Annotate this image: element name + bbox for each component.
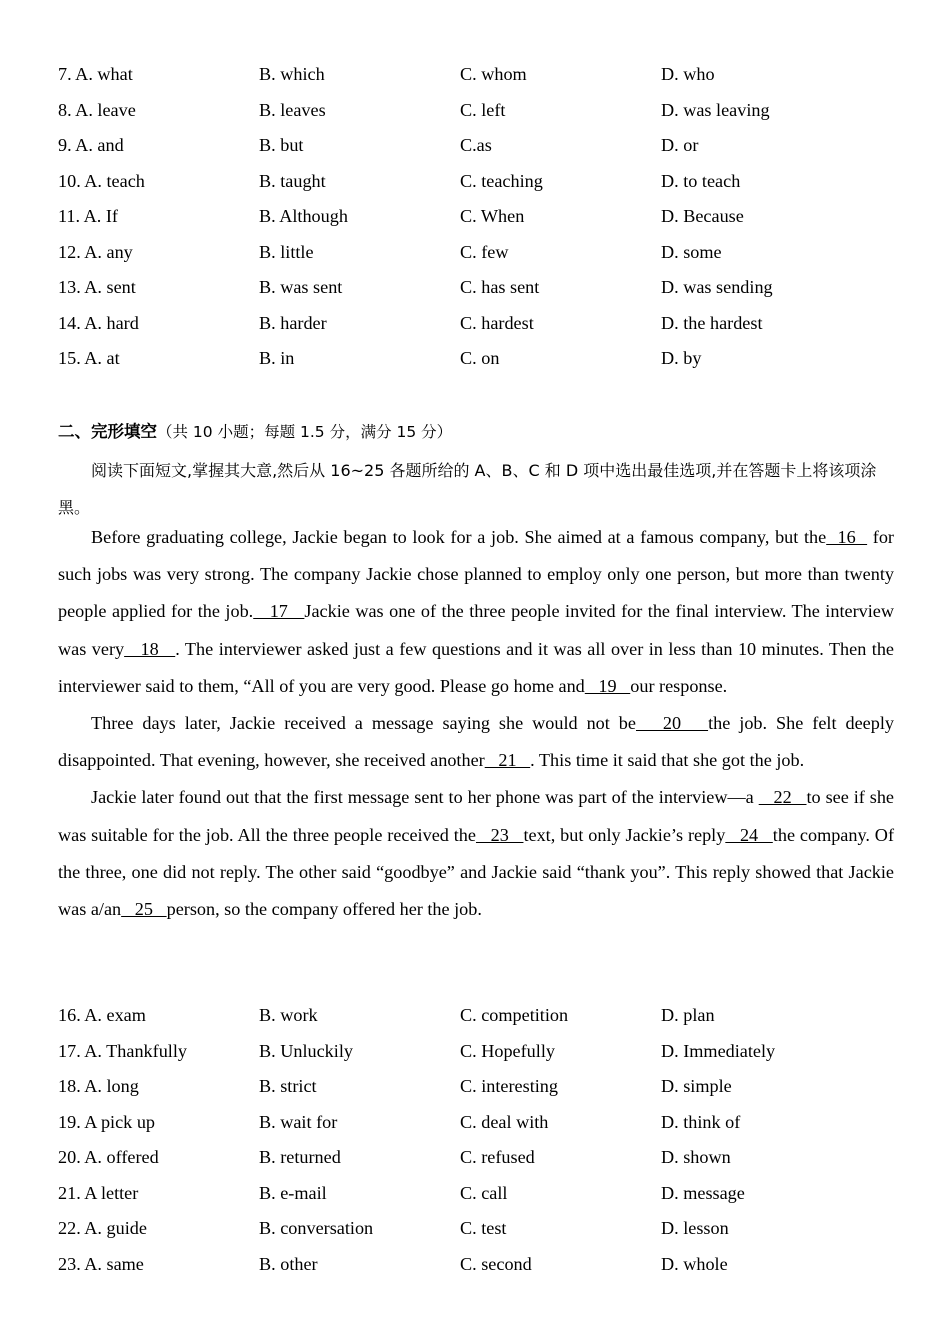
- option-b: B. wait for: [259, 1111, 338, 1132]
- question-row-10: [58, 171, 918, 207]
- blank-18: 18: [124, 638, 176, 659]
- option-c: C. few: [460, 241, 509, 262]
- option-b: B. was sent: [259, 277, 343, 297]
- section-instructions: 阅读下面短文,掌握其大意,然后从 16~25 各题所给的 A、B、C 和 D 项中选出最佳选项,并在答题卡上将该项涂黑。: [58, 461, 877, 517]
- option-c: C. interesting: [460, 1076, 558, 1096]
- blank-21: 21: [484, 750, 531, 771]
- option-c: C. whom: [460, 64, 527, 84]
- blank-16: 16: [826, 527, 868, 547]
- option-d: D. lesson: [661, 1218, 729, 1238]
- option-c: C. When: [460, 206, 525, 226]
- question-row-7: [58, 64, 918, 100]
- question-row-20: [58, 1147, 918, 1183]
- passage-paragraph-3: Jackie later found out that the first message sent to her phone was part of the interview—a 22 to see if she was suitable for the job. All the three people received the 23 text, but only Jackie’s reply 24 the company. Of the three, one did not reply. The other said “goodbye” and Jackie said “thank you”. This reply showed that Jackie was a/an 25 person, so the company offered her the job.: [58, 787, 895, 920]
- option-d: D. some: [661, 241, 722, 262]
- option-b: B. taught: [259, 170, 326, 191]
- option-c: C. on: [460, 348, 500, 368]
- option-b: B. little: [259, 241, 314, 262]
- option-b: B. but: [259, 135, 304, 155]
- section-scoring-note: （共 10 小题；每题 1.5 分，满分 15 分）: [157, 423, 453, 441]
- blank-20: 20: [635, 713, 709, 734]
- blank-25: 25: [121, 899, 167, 920]
- option-c: C. deal with: [460, 1111, 549, 1132]
- blank-24: 24: [725, 824, 773, 845]
- option-a: 21. A letter: [58, 1182, 139, 1203]
- option-d: D. to teach: [661, 170, 741, 191]
- option-d: D. simple: [661, 1076, 732, 1096]
- option-c: C. competition: [460, 1005, 569, 1025]
- option-a: 12. A. any: [58, 241, 133, 262]
- question-row-14: [58, 313, 918, 349]
- question-row-15: [58, 348, 918, 384]
- option-c: C. hardest: [460, 312, 534, 333]
- option-d: D. shown: [661, 1147, 731, 1167]
- blank-23: 23: [475, 824, 524, 845]
- cloze-passage: [58, 519, 894, 928]
- option-d: D. message: [661, 1182, 745, 1203]
- option-b: B. Unluckily: [259, 1040, 353, 1061]
- option-a: 11. A. If: [58, 206, 118, 226]
- question-row-18: [58, 1076, 918, 1112]
- option-d: D. Immediately: [661, 1040, 776, 1061]
- option-c: C. left: [460, 99, 506, 120]
- question-row-16: [58, 1005, 918, 1041]
- option-c: C. teaching: [460, 170, 543, 191]
- question-row-17: [58, 1041, 918, 1077]
- option-b: B. in: [259, 348, 295, 368]
- option-a: 17. A. Thankfully: [58, 1040, 187, 1061]
- option-b: B. conversation: [259, 1218, 374, 1238]
- option-b: B. strict: [259, 1076, 317, 1096]
- question-row-22: [58, 1218, 918, 1254]
- option-b: B. which: [259, 64, 325, 84]
- question-row-21: [58, 1183, 918, 1219]
- blank-22: 22: [758, 787, 807, 808]
- question-row-19: [58, 1112, 918, 1148]
- options-list-16-23: [58, 1005, 918, 1289]
- option-c: C. has sent: [460, 277, 540, 297]
- option-d: D. who: [661, 64, 715, 84]
- option-d: D. or: [661, 135, 699, 155]
- option-b: B. work: [259, 1005, 318, 1025]
- option-d: D. plan: [661, 1005, 715, 1025]
- question-row-23: [58, 1254, 918, 1290]
- passage-paragraph-1: Before graduating college, Jackie began to look for a job. She aimed at a famous company, but the 16 for such jobs was very strong. The company Jackie chose planned to employ only one person, but more than twenty people applied for the job. 17 Jackie was one of the three people invited for the final interview. The interview was very 18 . The interviewer asked just a few questions and it was all over in less than 10 minutes. Then the interviewer said to them, “All of you are very good. Please go home and 19 our response.: [58, 527, 895, 696]
- option-b: B. e-mail: [259, 1182, 327, 1203]
- section-heading: [58, 418, 452, 442]
- option-a: 20. A. offered: [58, 1147, 159, 1167]
- option-d: D. was sending: [661, 277, 773, 297]
- section-title: 二、完形填空: [58, 422, 157, 441]
- option-d: D. was leaving: [661, 99, 770, 120]
- option-d: D. think of: [661, 1111, 741, 1132]
- question-row-8: [58, 100, 918, 136]
- option-d: D. Because: [661, 206, 744, 226]
- option-d: D. whole: [661, 1253, 728, 1274]
- option-b: B. other: [259, 1253, 318, 1274]
- option-a: 23. A. same: [58, 1253, 144, 1274]
- blank-19: 19: [584, 675, 631, 696]
- blank-17: 17: [253, 601, 305, 622]
- option-a: 16. A. exam: [58, 1005, 146, 1025]
- option-c: C. call: [460, 1182, 508, 1203]
- options-list-7-15: [58, 64, 918, 384]
- option-c: C.as: [460, 135, 492, 155]
- option-d: D. the hardest: [661, 312, 763, 333]
- question-row-12: [58, 242, 918, 278]
- option-a: 14. A. hard: [58, 312, 139, 333]
- option-b: B. returned: [259, 1147, 341, 1167]
- option-c: C. refused: [460, 1147, 535, 1167]
- option-c: C. test: [460, 1218, 507, 1238]
- passage-paragraph-2: Three days later, Jackie received a message saying she would not be 20 the job. She felt deeply disappointed. That evening, however, she received another 21 . This time it said that she got the job.: [58, 713, 894, 771]
- option-d: D. by: [661, 348, 702, 368]
- option-b: B. harder: [259, 312, 327, 333]
- question-row-9: [58, 135, 918, 171]
- option-a: 19. A pick up: [58, 1111, 156, 1132]
- option-a: 15. A. at: [58, 348, 120, 368]
- option-a: 9. A. and: [58, 135, 124, 155]
- option-b: B. leaves: [259, 99, 326, 120]
- option-a: 22. A. guide: [58, 1218, 147, 1238]
- option-a: 13. A. sent: [58, 277, 136, 297]
- option-c: C. Hopefully: [460, 1040, 555, 1061]
- option-a: 10. A. teach: [58, 170, 145, 191]
- option-a: 18. A. long: [58, 1076, 139, 1096]
- option-a: 7. A. what: [58, 64, 133, 84]
- question-row-13: [58, 277, 918, 313]
- question-row-11: [58, 206, 918, 242]
- option-a: 8. A. leave: [58, 99, 136, 120]
- option-b: B. Although: [259, 206, 348, 226]
- option-c: C. second: [460, 1253, 532, 1274]
